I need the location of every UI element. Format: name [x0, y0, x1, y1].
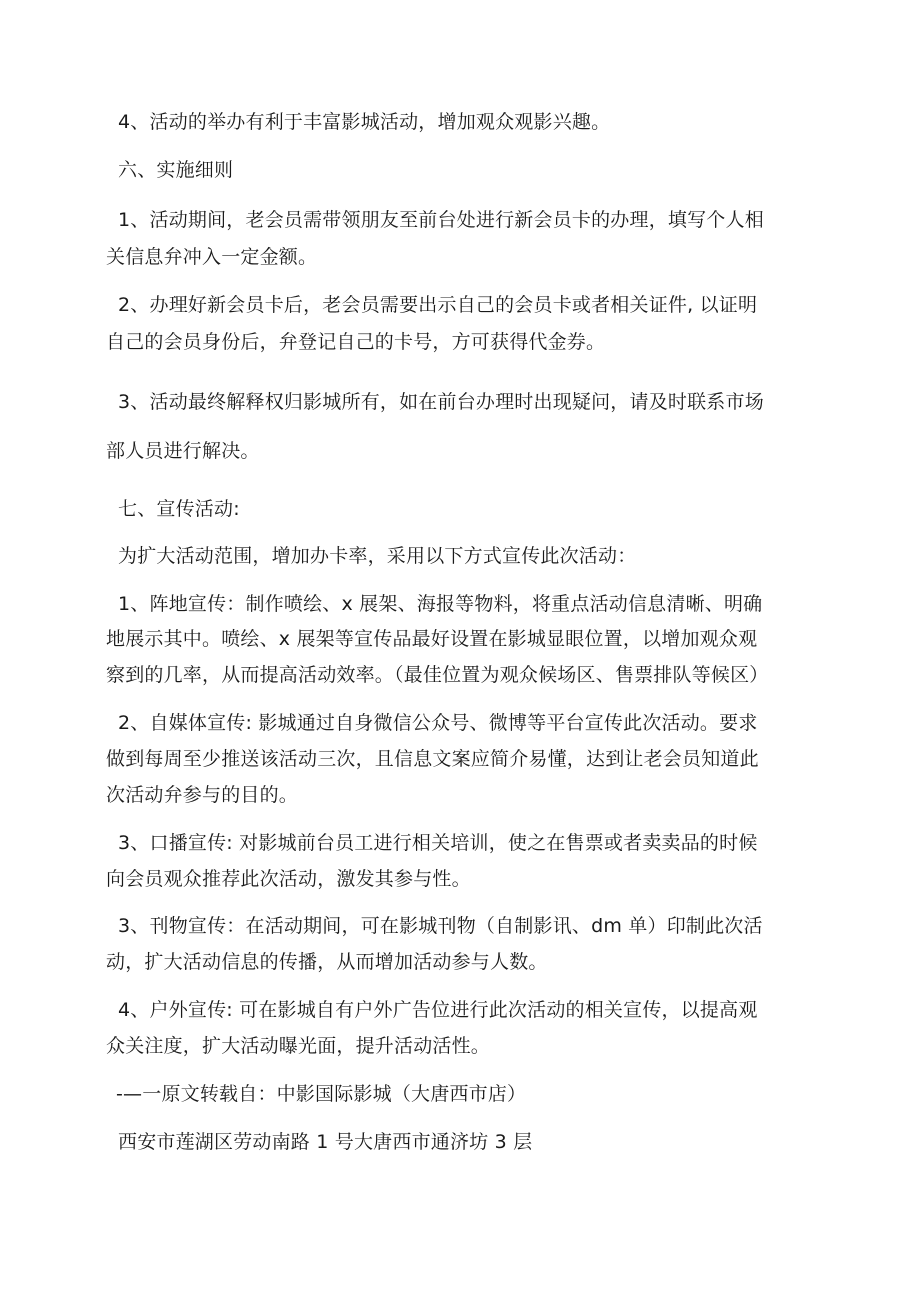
source-note: -—一原文转载自：中影国际影城（大唐西市店） [116, 1083, 527, 1105]
text-line: 4、活动的举办有利于丰富影城活动，增加观众观影兴趣。 [118, 111, 611, 133]
section-heading: 六、实施细则 [118, 159, 234, 181]
text-line: 自己的会员身份后，弁登记自己的卡号，方可获得代金券。 [106, 331, 606, 353]
text-line: 众关注度，扩大活动曝光面，提升活动活性。 [106, 1035, 491, 1057]
text-line: 1、阵地宣传：制作喷绘、x 展架、海报等物料，将重点活动信息清晰、明确 [118, 593, 763, 615]
address-line: 西安市莲湖区劳动南路 1 号大唐西市通济坊 3 层 [118, 1131, 533, 1153]
text-line: 1、活动期间，老会员需带领朋友至前台处进行新会员卡的办理，填写个人相 [118, 209, 764, 231]
text-line: 3、刊物宣传：在活动期间，可在影城刊物（自制影讯、dm 单）印制此次活 [118, 915, 763, 937]
text-line: 为扩大活动范围，增加办卡率，采用以下方式宣传此次活动： [118, 545, 637, 567]
text-line: 动，扩大活动信息的传播，从而增加活动参与人数。 [106, 951, 548, 973]
text-line: 关信息弁冲入一定金额。 [106, 246, 318, 268]
text-line: 部人员进行解决。 [106, 440, 260, 462]
text-line: 2、自媒体宣传: 影城通过自身微信公众号、微博等平台宣传此次活动。要求 [118, 712, 758, 734]
section-heading: 七、宣传活动: [118, 498, 240, 520]
text-line: 3、口播宣传: 对影城前台员工进行相关培训，使之在售票或者卖卖品的时候 [118, 832, 758, 854]
text-line: 4、户外宣传: 可在影城自有户外广告位进行此次活动的相关宣传，以提高观 [118, 999, 758, 1021]
text-line: 察到的几率，从而提高活动效率。（最佳位置为观众候场区、售票排队等候区） [106, 664, 769, 686]
text-line: 2、办理好新会员卡后，老会员需要出示自己的会员卡或者相关证件, 以证明 [118, 294, 758, 316]
text-line: 向会员观众推荐此次活动，激发其参与性。 [106, 868, 471, 890]
text-line: 地展示其中。喷绘、x 展架等宣传品最好设置在影城显眼位置，以增加观众观 [106, 628, 758, 650]
text-line: 3、活动最终解释权归影城所有，如在前台办理时出现疑问，请及时联系市场 [118, 391, 764, 413]
text-line: 做到每周至少推送该活动三次，且信息文案应简介易懂，达到让老会员知道此 [106, 748, 759, 770]
text-line: 次活动弁参与的目的。 [106, 784, 299, 806]
